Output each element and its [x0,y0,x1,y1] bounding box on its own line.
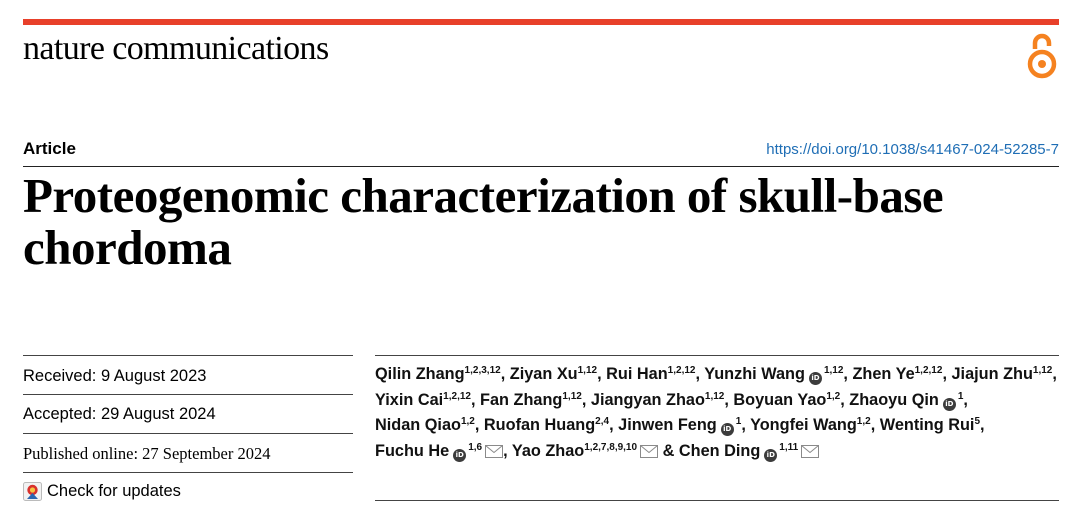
author-affiliation: 1 [735,416,742,427]
author-name[interactable] [375,442,503,460]
author-name-text: Rui Han [606,365,668,383]
author-name[interactable] [852,365,942,383]
author-affiliation: 1,2,3,12 [464,365,501,376]
author-name-text: Qilin Zhang [375,365,465,383]
accepted-date: Accepted: 29 August 2024 [23,405,216,423]
journal-accent-bar [23,19,1059,25]
journal-name[interactable]: nature communications [23,30,329,67]
email-icon[interactable] [801,445,819,458]
author-affiliation: 2,4 [595,416,610,427]
email-icon[interactable] [640,445,658,458]
author-affiliation: 1,11 [779,441,799,453]
author-name[interactable] [733,391,840,409]
author-name[interactable] [484,416,609,434]
author-affiliation: 5 [974,416,980,427]
author-name-text: Fuchu He [375,441,450,460]
author-name-text: Yixin Cai [375,390,444,409]
author-name[interactable] [606,365,695,383]
author-name-text: Fan Zhang [480,390,563,409]
doi-link[interactable]: https://doi.org/10.1038/s41467-024-52285-7 [766,141,1059,158]
author-name[interactable] [750,416,871,434]
author-affiliation: 1,2 [856,416,871,427]
meta-divider [23,472,353,473]
meta-divider [23,394,353,395]
author-name-text: Yongfei Wang [750,416,857,434]
author-affiliation: 1,12 [577,365,598,376]
author-name-text: Jinwen Feng [618,416,717,434]
author-name-text: Jiangyan Zhao [590,390,705,409]
author-name[interactable] [512,442,658,460]
author-name[interactable] [480,391,582,409]
article-type-label: Article [23,139,76,158]
author-name[interactable] [679,442,819,460]
check-for-updates-button[interactable] [23,482,181,501]
author-name[interactable] [510,365,597,383]
author-name[interactable] [704,365,843,383]
email-icon[interactable] [485,445,503,458]
author-name-text: Yao Zhao [511,441,585,460]
author-name-text: Boyuan Yao [733,390,827,409]
author-affiliation: 1,2,12 [914,365,943,376]
author-affiliation: 1,2,12 [443,390,471,402]
author-name[interactable] [880,416,980,434]
author-name[interactable] [849,391,963,409]
author-affiliation: 1,6 [468,441,483,453]
author-name[interactable] [375,416,475,434]
author-affiliation: 1,2 [460,416,475,427]
author-name-text: Wenting Rui [879,416,975,434]
author-affiliation: 1,2,7,8,9,10 [584,441,638,453]
author-affiliation: 1 [957,390,964,402]
author-affiliation: 1,12 [1032,365,1053,376]
meta-divider [23,355,353,356]
author-name-text: Ziyan Xu [509,365,578,383]
author-name[interactable] [618,416,741,434]
orcid-icon[interactable]: iD [721,423,734,436]
orcid-icon[interactable]: iD [453,449,466,462]
orcid-icon[interactable]: iD [809,372,822,385]
author-name-text: Zhaoyu Qin [849,390,939,409]
check-for-updates-label: Check for updates [47,482,181,500]
author-affiliation: 1,12 [562,390,582,402]
author-affiliation: 1,12 [704,390,725,402]
author-affiliation: 1,2 [826,390,841,402]
author-name-text: Yunzhi Wang [704,365,805,383]
check-for-updates-icon [23,482,42,501]
author-name[interactable] [375,391,471,409]
authors-bottom-divider [375,500,1059,501]
author-name-text: Ruofan Huang [483,416,596,434]
author-name-text: Zhen Ye [852,365,915,383]
author-name-text: Chen Ding [678,441,761,460]
meta-divider [23,433,353,434]
author-name[interactable] [375,365,501,383]
published-date: Published online: 27 September 2024 [23,444,271,463]
authors-top-divider [375,355,1059,356]
author-name[interactable] [591,391,724,409]
author-name-text: Jiajun Zhu [951,365,1033,383]
author-affiliation: 1,12 [823,365,844,376]
article-title: Proteogenomic characterization of skull-base chordoma [23,168,944,275]
author-list: Qilin Zhang$^{1,2,3,12}$, Ziyan Xu$^{1,12}$, Rui Han$^{1,2,12}$, Yunzhi Wang iD$^{1,12}$, Zhen Ye$^{1,2,12}$, Jiajun Zhu$^{1,12}$, Yixin Cai$^{1,2,12}$, Fan Zhang$^{1,12}$, Jiangyan Zhao$^{1,12}$, Boyuan Yao$^{1,2}$, Zhaoyu Qin $iD^1$, Nidan Qiao$^{1,2}$, Ruofan Huang$^{2,4}$, Jinwen Feng $iD^1$, Yongfei Wang$^{1,2}$, Wenting Rui$^5$, Fuchu He iD$^{1,6}$ , Yao Zhao$^{1,2,7,8,9,10}$ & Chen Ding iD$^{1,11}$ [375,365,1057,460]
author-name-text: Nidan Qiao [375,416,461,434]
open-access-lock-icon [1026,31,1058,81]
orcid-icon[interactable]: iD [943,398,956,411]
author-affiliation: 1,2,12 [667,365,696,376]
author-name[interactable] [952,365,1053,383]
title-divider [23,166,1059,167]
orcid-icon[interactable]: iD [764,449,777,462]
received-date: Received: 9 August 2023 [23,367,207,385]
